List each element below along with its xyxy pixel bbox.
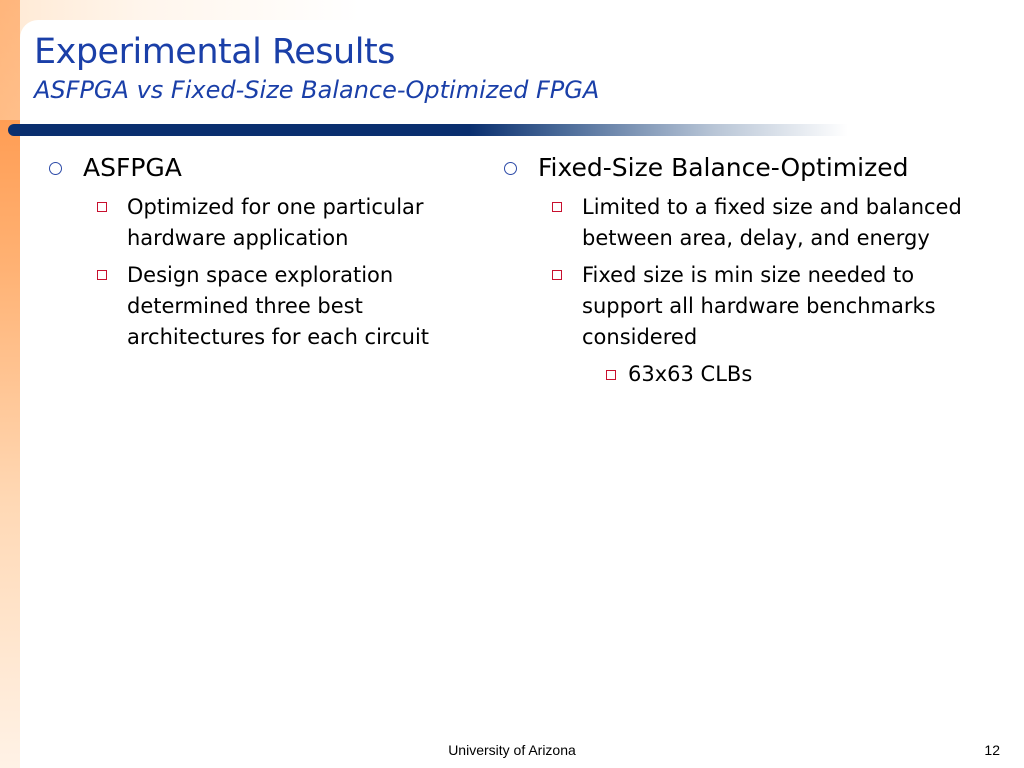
slide-title: Experimental Results xyxy=(34,32,395,72)
title-divider xyxy=(8,124,848,136)
bullet-level2 xyxy=(127,192,465,254)
bullet-level2 xyxy=(582,260,980,353)
hollow-square-bullet-icon xyxy=(97,202,107,212)
hollow-square-bullet-icon xyxy=(552,270,562,280)
bullet-level1 xyxy=(500,150,980,186)
hollow-square-bullet-icon xyxy=(552,202,562,212)
bullet-level2 xyxy=(582,192,980,254)
slide-subtitle: ASFPGA vs Fixed-Size Balance-Optimized FPGA xyxy=(34,76,600,104)
page-number: 12 xyxy=(984,742,1000,758)
bullet-level3 xyxy=(628,359,980,390)
slide-footer: University of Arizona xyxy=(448,742,576,758)
hollow-circle-bullet-icon xyxy=(49,162,62,175)
hollow-square-bullet-icon xyxy=(97,270,107,280)
hollow-circle-bullet-icon xyxy=(504,162,517,175)
left-column xyxy=(45,150,465,359)
bullet-text: Fixed-Size Balance-Optimized xyxy=(538,153,909,182)
bullet-text: Design space exploration determined three best architectures for each circuit xyxy=(127,263,430,349)
hollow-square-bullet-icon xyxy=(606,370,616,380)
bullet-text: Fixed size is min size needed to support all hardware benchmarks considered xyxy=(582,263,936,349)
bullet-text: 63x63 CLBs xyxy=(628,362,753,386)
bullet-text: Optimized for one particular hardware application xyxy=(127,195,424,250)
right-column xyxy=(500,150,980,390)
bullet-level2 xyxy=(127,260,465,353)
bullet-text: ASFPGA xyxy=(83,153,182,182)
bullet-level1 xyxy=(45,150,465,186)
bullet-text: Limited to a fixed size and balanced between area, delay, and energy xyxy=(582,195,962,250)
